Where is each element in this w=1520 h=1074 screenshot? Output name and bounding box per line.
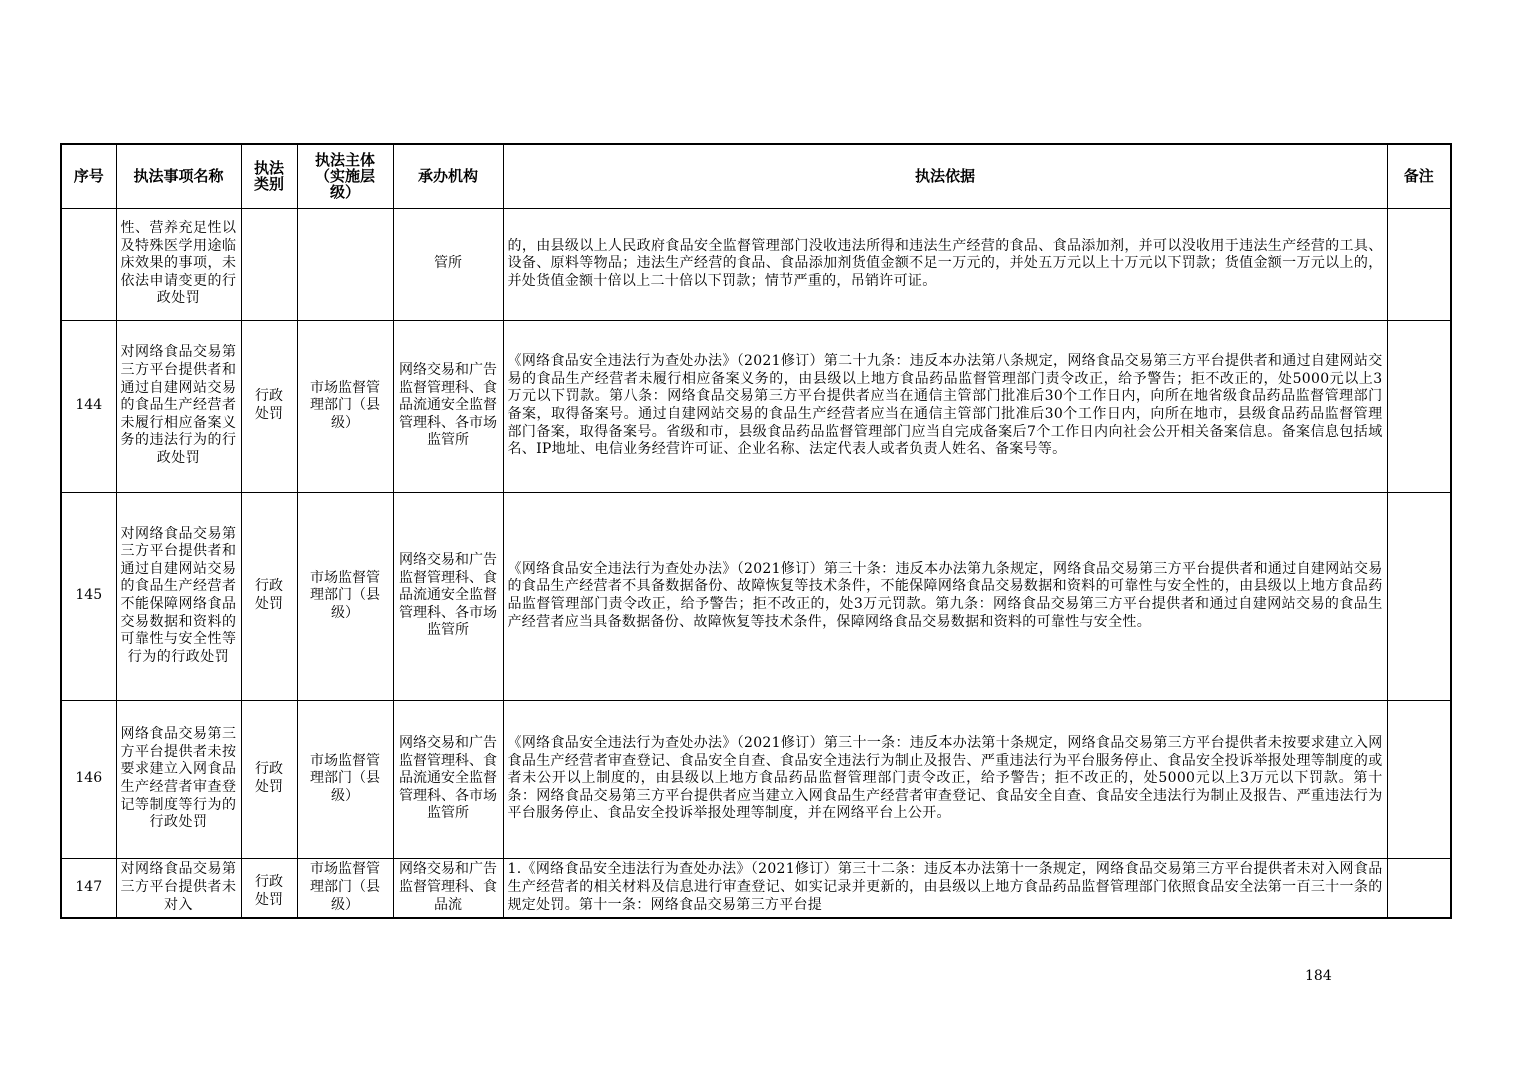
row-subject: [297, 208, 393, 320]
header-handler: 承办机构: [393, 144, 503, 208]
row-index: 146: [61, 700, 116, 858]
row-handler: 管所: [393, 208, 503, 320]
row-remarks: [1387, 320, 1451, 492]
row-category: 行政处罚: [241, 858, 297, 918]
row-remarks: [1387, 700, 1451, 858]
row-name: 对网络食品交易第三方平台提供者和通过自建网站交易的食品生产经营者不能保障网络食品交易数据和资料的可靠性与安全性等行为的行政处罚: [116, 492, 241, 700]
row-basis: 《网络食品安全违法行为查处办法》（2021修订）第三十一条：违反本办法第十条规定，网络食品交易第三方平台提供者未按要求建立入网食品生产经营者审查登记、食品安全自查、食品安全违法行为制止及报告、严重违法行为平台服务停止、食品安全投诉举报处理等制度的或者未公开以上制度的，由县级以上地方食品药品监督管理部门责令改正，给予警告；拒不改正的，处5000元以上3万元以下罚款。第十条：网络食品交易第三方平台提供者应当建立入网食品生产经营者审查登记、食品安全自查、食品安全违法行为制止及报告、严重违法行为平台服务停止、食品安全投诉举报处理等制度，并在网络平台上公开。: [503, 700, 1387, 858]
table-row: [61, 858, 1451, 918]
row-basis: 的，由县级以上人民政府食品安全监督管理部门没收违法所得和违法生产经营的食品、食品添加剂，并可以没收用于违法生产经营的工具、设备、原料等物品；违法生产经营的食品、食品添加剂货值金额不足一万元的，并处五万元以上十万元以下罚款；货值金额一万元以上的，并处货值金额十倍以上二十倍以下罚款；情节严重的，吊销许可证。: [503, 208, 1387, 320]
row-subject: 市场监督管理部门（县级）: [297, 492, 393, 700]
row-remarks: [1387, 492, 1451, 700]
row-subject: 市场监督管理部门（县级）: [297, 858, 393, 918]
row-basis: 1.《网络食品安全违法行为查处办法》（2021修订）第三十二条：违反本办法第十一条规定，网络食品交易第三方平台提供者未对入网食品生产经营者的相关材料及信息进行审查登记、如实记录并更新的，由县级以上地方食品药品监督管理部门依照食品安全法第一百三十一条的规定处罚。第十一条：网络食品交易第三方平台提: [503, 858, 1387, 918]
header-remarks: 备注: [1387, 144, 1451, 208]
header-subject: 执法主体（实施层级）: [297, 144, 393, 208]
row-remarks: [1387, 858, 1451, 918]
header-category: 执法类别: [241, 144, 297, 208]
row-category: 行政处罚: [241, 700, 297, 858]
row-subject: 市场监督管理部门（县级）: [297, 700, 393, 858]
row-category: 行政处罚: [241, 320, 297, 492]
row-index: 147: [61, 858, 116, 918]
row-name: 对网络食品交易第三方平台提供者未对入: [116, 858, 241, 918]
row-index: 144: [61, 320, 116, 492]
header-name: 执法事项名称: [116, 144, 241, 208]
page-number: 184: [1305, 968, 1332, 984]
row-name: 网络食品交易第三方平台提供者未按要求建立入网食品生产经营者审查登记等制度等行为的行政处罚: [116, 700, 241, 858]
row-index: [61, 208, 116, 320]
header-row: [61, 144, 1451, 208]
row-handler: 网络交易和广告监督管理科、食品流通安全监督管理科、各市场监管所: [393, 320, 503, 492]
row-remarks: [1387, 208, 1451, 320]
row-basis: 《网络食品安全违法行为查处办法》（2021修订）第三十条：违反本办法第九条规定，网络食品交易第三方平台提供者和通过自建网站交易的食品生产经营者不具备数据备份、故障恢复等技术条件，不能保障网络食品交易数据和资料的可靠性与安全性的，由县级以上地方食品药品监督管理部门责令改正，给予警告；拒不改正的，处3万元罚款。第九条：网络食品交易第三方平台提供者和通过自建网站交易的食品生产经营者应当具备数据备份、故障恢复等技术条件，保障网络食品交易数据和资料的可靠性与安全性。: [503, 492, 1387, 700]
row-category: 行政处罚: [241, 492, 297, 700]
header-index: 序号: [61, 144, 116, 208]
row-name: 对网络食品交易第三方平台提供者和通过自建网站交易的食品生产经营者未履行相应备案义务的违法行为的行政处罚: [116, 320, 241, 492]
table-row: [61, 700, 1451, 858]
table-row: [61, 208, 1451, 320]
header-basis: 执法依据: [503, 144, 1387, 208]
row-basis: 《网络食品安全违法行为查处办法》（2021修订）第二十九条：违反本办法第八条规定，网络食品交易第三方平台提供者和通过自建网站交易的食品生产经营者未履行相应备案义务的，由县级以上地方食品药品监督管理部门责令改正，给予警告；拒不改正的，处5000元以上3万元以下罚款。第八条：网络食品交易第三方平台提供者应当在通信主管部门批准后30个工作日内，向所在地省级食品药品监督管理部门备案，取得备案号。通过自建网站交易的食品生产经营者应当在通信主管部门批准后30个工作日内，向所在地市，县级食品药品监督管理部门备案，取得备案号。省级和市，县级食品药品监督管理部门应当自完成备案后7个工作日内向社会公开相关备案信息。备案信息包括域名、IP地址、电信业务经营许可证、企业名称、法定代表人或者负责人姓名、备案号等。: [503, 320, 1387, 492]
row-category: [241, 208, 297, 320]
row-subject: 市场监督管理部门（县级）: [297, 320, 393, 492]
enforcement-table: [60, 143, 1452, 919]
row-handler: 网络交易和广告监督管理科、食品流通安全监督管理科、各市场监管所: [393, 700, 503, 858]
row-handler: 网络交易和广告监督管理科、食品流通安全监督管理科、各市场监管所: [393, 492, 503, 700]
row-index: 145: [61, 492, 116, 700]
row-handler: 网络交易和广告监督管理科、食品流: [393, 858, 503, 918]
table-row: [61, 320, 1451, 492]
row-name: 性、营养充足性以及特殊医学用途临床效果的事项，未依法申请变更的行政处罚: [116, 208, 241, 320]
table-row: [61, 492, 1451, 700]
